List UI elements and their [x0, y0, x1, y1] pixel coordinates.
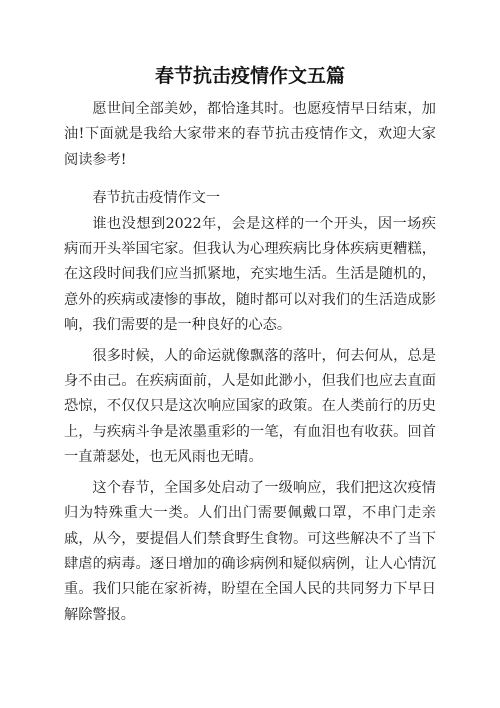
body-paragraph: 谁也没想到2022年，会是这样的一个开头，因一场疾病而开头举国宅家。但我认为心理疾病比身体疾病更糟糕，在这段时间我们应当抓紧地，充实地生活。生活是随机的，意外的疾病或凄惨的事故，随时都可以对我们的生活造成影响，我们需要的是一种良好的心态。: [64, 215, 436, 334]
section-heading: 春节抗击疫情作文一: [92, 190, 221, 207]
body-paragraph: 很多时候，人的命运就像飘落的落叶，何去何从，总是身不由己。在疾病面前，人是如此渺小，但我们也应去直面恐惊，不仅仅只是这次响应国家的政策。在人类前行的历史上，与疾病斗争是浓墨重彩的一笔，有血泪也有收获。回首一直萧瑟处，也无风雨也无晴。: [64, 347, 436, 466]
body-paragraph: 这个春节，全国多处启动了一级响应，我们把这次疫情归为特殊重大一类。人们出门需要佩戴口罩，不串门走亲戚，从今，要提倡人们禁食野生食物。可这些解决不了当下肆虐的病毒。逐日增加的确诊病例和疑似病例，让人心情沉重。我们只能在家祈祷，盼望在全国人民的共同努力下早日解除警报。: [64, 479, 436, 623]
document-body: [64, 97, 436, 628]
intro-paragraph: 愿世间全部美妙，都恰逢其时。也愿疫情早日结束，加油!下面就是我给大家带来的春节抗击疫情作文，欢迎大家阅读参考!: [64, 101, 436, 168]
document-title: 春节抗击疫情作文五篇: [154, 65, 345, 87]
